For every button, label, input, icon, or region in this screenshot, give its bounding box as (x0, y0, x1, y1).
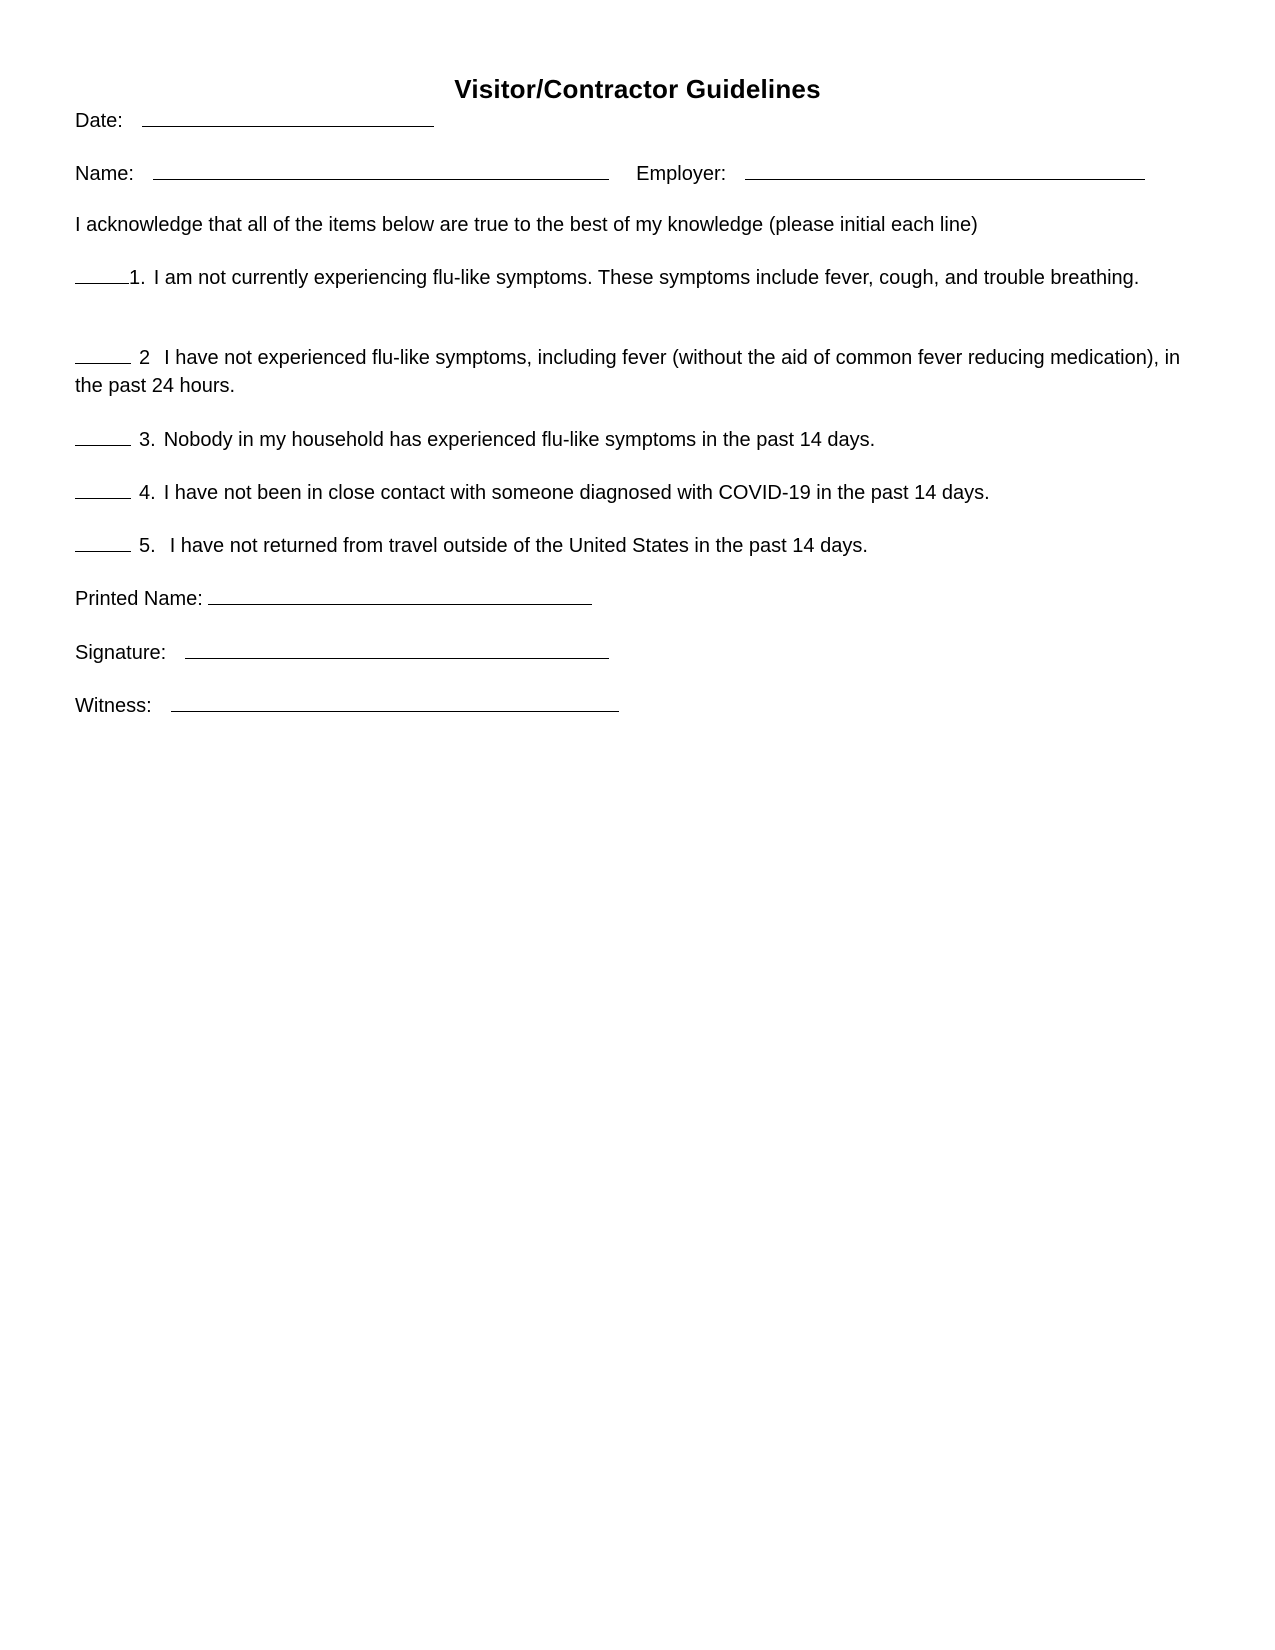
item-text: I am not currently experiencing flu-like symptoms. These symptoms include fever, cough, and trouble breathing. (153, 267, 1140, 289)
initial-field-1[interactable] (75, 265, 129, 284)
list-item (75, 480, 990, 505)
signature-field[interactable] (185, 640, 609, 659)
name-employer-row (75, 161, 1145, 186)
witness-row (75, 693, 619, 718)
initial-field-4[interactable] (75, 480, 131, 499)
initial-field-3[interactable] (75, 427, 131, 446)
signature-row (75, 640, 609, 665)
signature-label: Signature: (75, 642, 167, 664)
list-item (75, 264, 1185, 292)
witness-label: Witness: (75, 695, 152, 717)
item-number: 3. (139, 429, 156, 451)
printed-name-row (75, 586, 592, 611)
item-number: 4. (139, 482, 156, 504)
list-item (75, 344, 1185, 400)
name-field[interactable] (153, 161, 609, 180)
item-text: I have not returned from travel outside of the United States in the past 14 days. (169, 535, 868, 557)
name-label: Name: (75, 163, 134, 185)
item-text: Nobody in my household has experienced flu-like symptoms in the past 14 days. (163, 429, 876, 451)
item-text: I have not been in close contact with someone diagnosed with COVID-19 in the past 14 days. (163, 482, 990, 504)
item-number: 1. (129, 267, 146, 289)
item-number: 5. (139, 535, 156, 557)
employer-field[interactable] (745, 161, 1145, 180)
page-title: Visitor/Contractor Guidelines (454, 74, 821, 104)
initial-field-2[interactable] (75, 345, 131, 364)
item-number: 2 (139, 347, 151, 369)
printed-name-label: Printed Name: (75, 588, 203, 610)
employer-label: Employer: (636, 163, 727, 185)
list-item (75, 427, 875, 452)
date-label: Date: (75, 110, 123, 132)
witness-field[interactable] (171, 693, 619, 712)
list-item (75, 533, 868, 558)
initial-field-5[interactable] (75, 533, 131, 552)
printed-name-field[interactable] (208, 586, 592, 605)
item-text: I have not experienced flu-like symptoms, including fever (without the aid of common fever reducing medication), in the past 24 hours. (75, 347, 1181, 397)
date-row (75, 108, 434, 133)
date-field[interactable] (142, 108, 434, 127)
acknowledgement-text: I acknowledge that all of the items below are true to the best of my knowledge (please initial each line) (75, 214, 978, 236)
